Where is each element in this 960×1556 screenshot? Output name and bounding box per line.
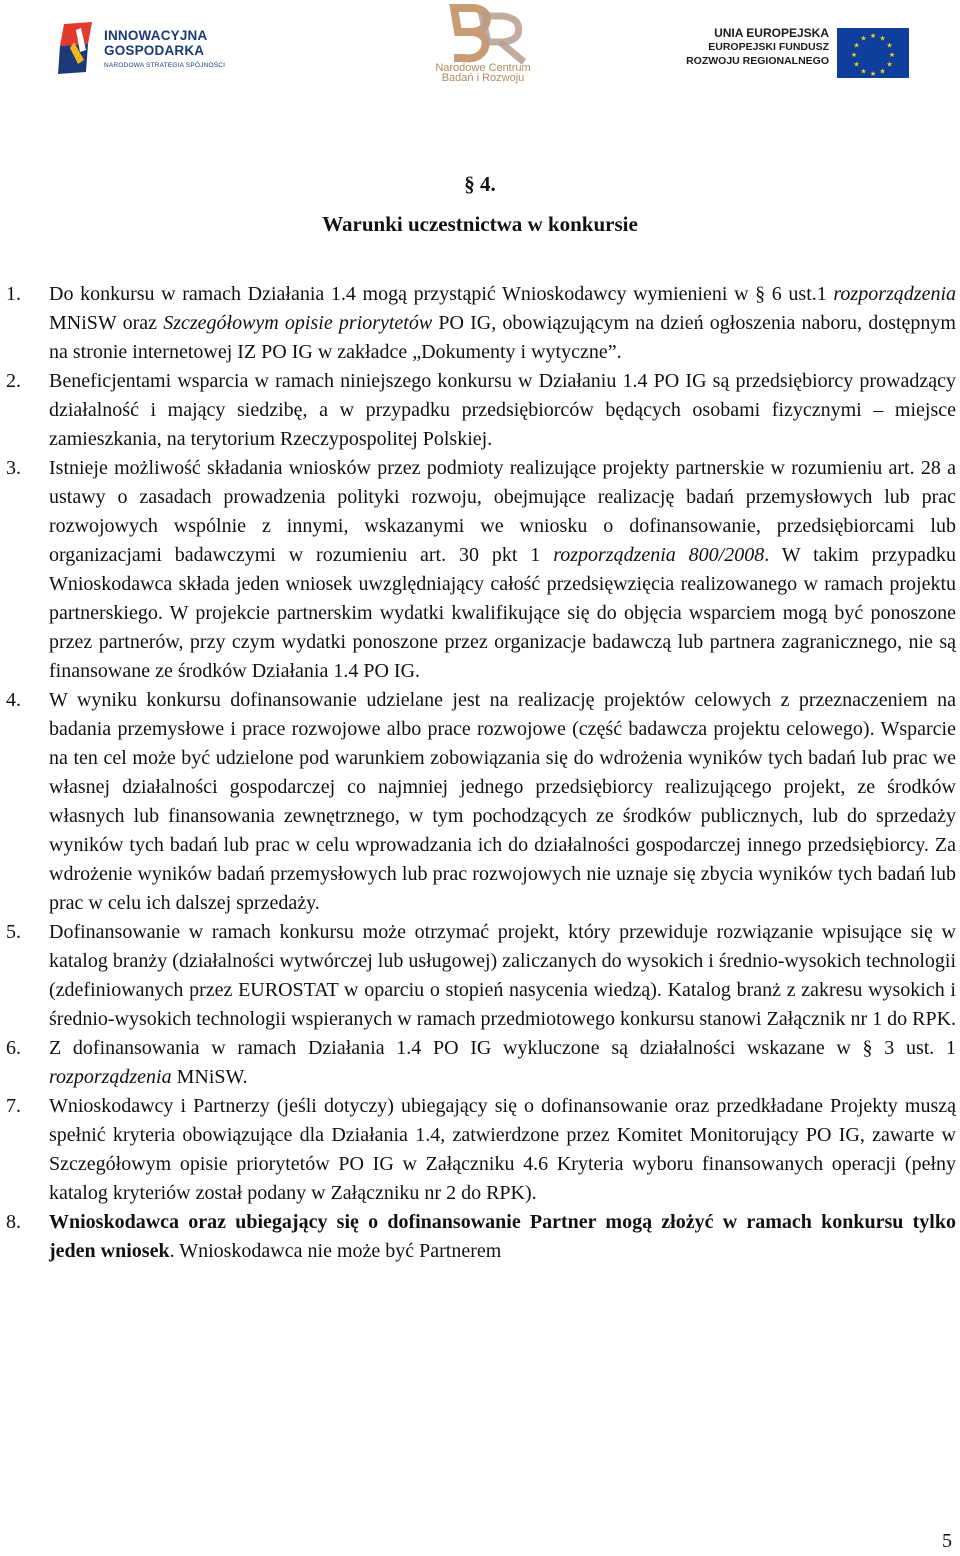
item-text: Dofinansowanie w ramach konkursu może otrzymać projekt, który przewiduje rozwiązanie wpisujące się w katalog branży (działalności wytwórczej lub usługowej) zaliczanych do wysokich i średnio-wysokich technologii (zdefiniowanych przez EUROSTAT w oparciu o stopień nasycenia wiedzą). Katalog branż z zakresu wysokich i średnio-wysokich technologii wspieranych w ramach przedmiotowego konkursu stanowi Załącznik nr 1 do RPK. <box>49 921 957 1030</box>
eu-line1: UNIA EUROPEJSKA <box>714 26 829 40</box>
item-text: Wnioskodawcy i Partnerzy (jeśli dotyczy) ubiegający się o dofinansowanie oraz przedkładane Projekty muszą spełnić kryteria obowiązujące dla Działania 1.4, zatwierdzone przez Komitet Monitorujący PO IG, zawarte w Szczegółowym opisie priorytetów PO IG w Załączniku 4.6 Kryteria wyboru finansowanych operacji (pełny katalog kryteriów został podany w Załączniku nr 2 do RPK). <box>49 1095 956 1204</box>
item-text: Beneficjentami wsparcia w ramach niniejszego konkursu w Działaniu 1.4 PO IG są przedsiębiorcy prowadzący działalność i mający siedzibę, a w przypadku przedsiębiorców będących osobami fizycznymi – miejsce zamieszkania, na terytorium Rzeczypospolitej Polskiej. <box>49 370 956 450</box>
item-text: PO IG, obowiązującym na dzień ogłoszenia naboru, dostępnym na stronie internetowej IZ PO IG w zakładce „Dokumenty i wytyczne”. <box>49 312 956 363</box>
svg-text:★: ★ <box>853 41 860 50</box>
eu-flag-icon <box>837 28 909 78</box>
svg-text:★: ★ <box>888 51 896 59</box>
item-text: . W takim przypadku Wnioskodawca składa jeden wniosek uwzględniający całość przedsięwzięcia realizowanego w ramach projektu partnerskiego. W projekcie partnerskim wydatki kwalifikujące się do objęcia wsparciem mogą być ponoszone przez partnerów, przy czym wydatki ponoszone przez organizacje badawczą lub partnera zagranicznego, nie są finansowane ze środków Działania 1.4 PO IG. <box>49 544 956 682</box>
eu-line2: EUROPEJSKI FUNDUSZ <box>708 41 829 53</box>
item-italic: Szczegółowym opisie priorytetów <box>163 312 433 334</box>
svg-text:★: ★ <box>869 70 877 78</box>
item-italic: rozporządzenia <box>49 1066 172 1088</box>
svg-text:★: ★ <box>853 60 860 69</box>
eu-fund-logo <box>683 26 928 82</box>
item-number: 5. <box>6 921 21 943</box>
item-number: 6. <box>6 1037 21 1059</box>
section-number: § 4. <box>464 172 496 196</box>
ncbr-logo <box>418 2 548 96</box>
item-text: . Wnioskodawca nie może być Partnerem <box>169 1240 502 1262</box>
item-text: MNiSW oraz <box>49 312 164 334</box>
list-item <box>6 280 956 367</box>
ncbr-line2: Badań i Rozwoju <box>441 72 525 84</box>
item-number: 1. <box>6 283 21 305</box>
item-italic: rozporządzenia <box>833 283 956 305</box>
eu-line3: ROZWOJU REGIONALNEGO <box>686 55 829 67</box>
item-text: W wyniku konkursu dofinansowanie udzielane jest na realizację projektów celowych z przeznaczeniem na badania przemysłowe i prace rozwojowe albo prace rozwojowe (część badawcza projektu celowego). Wsparcie na ten cel może być udzielone pod warunkiem zobowiązania się do wdrożenia wyników tych badań lub prac we własnej działalności gospodarczej co najmniej jednego przedsiębiorcy realizującego projekt, ze środków własnych lub finansowania zewnętrznego, w tym pochodzących ze środków publicznych, lub do sprzedaży wyników tych badań lub prac w celu wprowadzania ich do działalności gospodarczej innego przedsiębiorcy. Za wdrożenie wyników badań przemysłowych lub prac rozwojowych nie uznaje się zbycia wyników tych badań lub prac w celu ich dalszej sprzedaży. <box>49 689 956 914</box>
item-number: 7. <box>6 1095 21 1117</box>
page-header <box>0 0 960 100</box>
svg-text:★: ★ <box>869 32 877 40</box>
list-item <box>6 1208 956 1266</box>
conditions-list <box>6 280 956 1266</box>
list-item <box>6 454 956 686</box>
svg-text:★: ★ <box>860 67 867 76</box>
list-item <box>6 367 956 454</box>
section-title: Warunki uczestnictwa w konkursie <box>322 212 638 236</box>
item-number: 8. <box>6 1211 21 1233</box>
item-number: 2. <box>6 370 21 392</box>
item-number: 4. <box>6 689 21 711</box>
list-item <box>6 918 956 1034</box>
svg-text:★: ★ <box>879 67 886 76</box>
ig-line2: GOSPODARKA <box>104 43 205 58</box>
list-item <box>6 1034 956 1092</box>
svg-text:★: ★ <box>879 34 886 43</box>
ncbr-monogram-icon <box>428 2 538 64</box>
svg-text:★: ★ <box>886 41 893 50</box>
ig-flag-icon <box>58 20 98 76</box>
item-italic: rozporządzenia 800/2008 <box>553 544 765 566</box>
svg-text:★: ★ <box>850 51 858 59</box>
page-number: 5 <box>942 1530 952 1552</box>
item-number: 3. <box>6 457 21 479</box>
ig-line3: NARODOWA STRATEGIA SPÓJNOŚCI <box>104 62 226 69</box>
item-text: Z dofinansowania w ramach Działania 1.4 PO IG wykluczone są działalności wskazane w § 3 ust. 1 <box>49 1037 956 1059</box>
ig-line1: INNOWACYJNA <box>104 28 208 43</box>
innowacyjna-gospodarka-logo <box>58 20 248 78</box>
item-text: Do konkursu w ramach Działania 1.4 mogą przystąpić Wnioskodawcy wymienieni w § 6 ust.1 <box>49 283 834 305</box>
list-item <box>6 1092 956 1208</box>
list-item <box>6 686 956 918</box>
svg-text:★: ★ <box>886 60 893 69</box>
item-bold: Wnioskodawca oraz ubiegający się o dofinansowanie Partner mogą złożyć w ramach konkursu tylko jeden wniosek <box>49 1211 956 1262</box>
svg-text:★: ★ <box>860 34 867 43</box>
item-text: MNiSW. <box>171 1066 248 1088</box>
ncbr-line1: Narodowe Centrum <box>435 62 531 74</box>
item-text: Istnieje możliwość składania wniosków przez podmioty realizujące projekty partnerskie w rozumieniu art. 28 a ustawy o zasadach prowadzenia polityki rozwoju, obejmujące realizację badań przemysłowych lub prac rozwojowych wspólnie z innymi, wskazanymi we wniosku o dofinansowanie, przedsiębiorcami lub organizacjami badawczymi w rozumieniu art. 30 pkt 1 <box>49 457 956 566</box>
